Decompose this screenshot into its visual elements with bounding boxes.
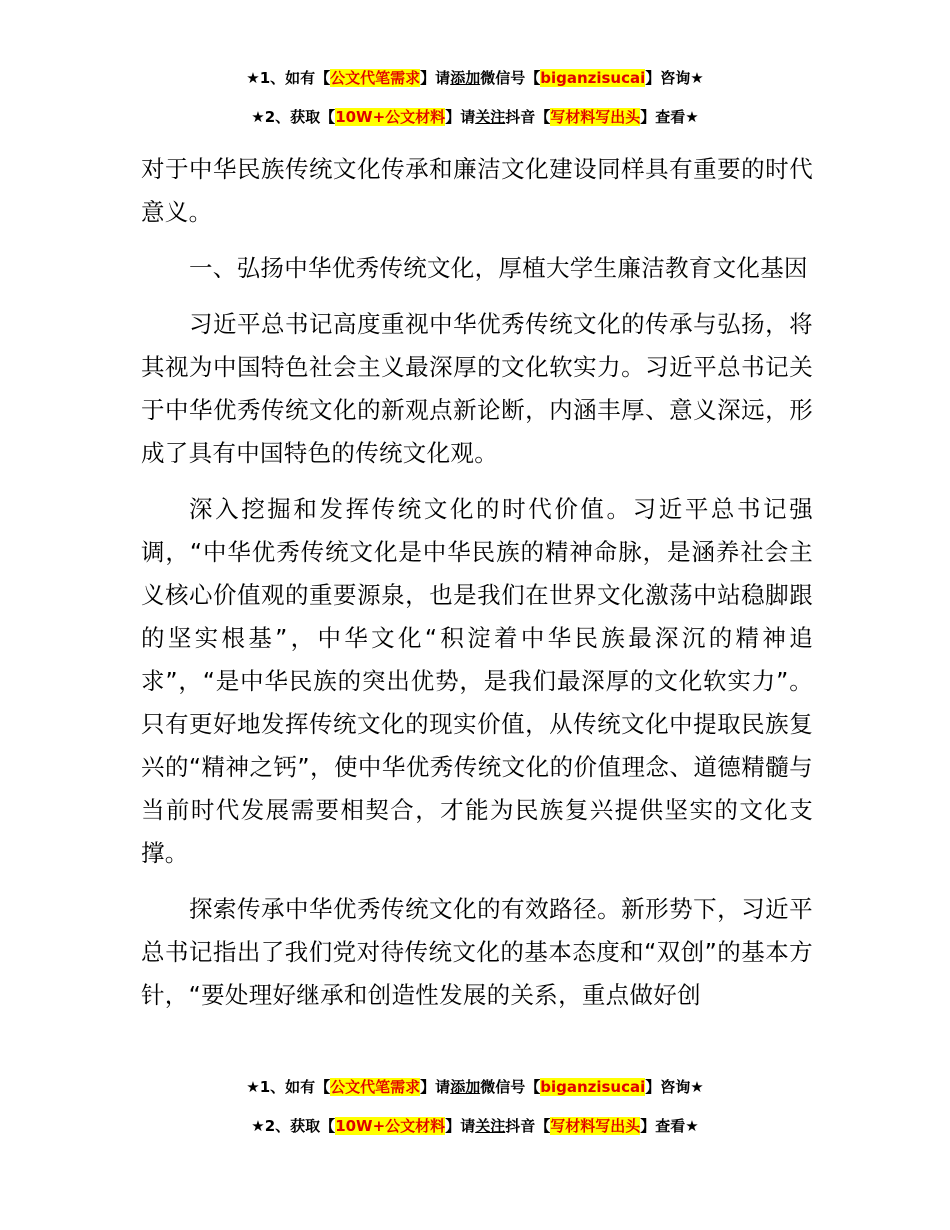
highlight-douyin-account: 写材料写出头 <box>550 1117 641 1135</box>
highlight-materials: 10W+公文材料 <box>335 1117 446 1135</box>
paragraph-continuation: 对于中华民族传统文化传承和廉洁文化建设同样具有重要的时代意义。 <box>141 155 813 226</box>
banner-text: 】请 <box>420 69 451 87</box>
paragraph: 深入挖掘和发挥传统文化的时代价值。习近平总书记强调，“中华优秀传统文化是中华民族的精神命脉，是涵养社会主义核心价值观的重要源泉，也是我们在世界文化激荡中站稳脚跟的坚实根基”，中华文化“积淀着中华民族最深沉的精神追求”，“是中华民族的突出优势，是我们最深厚的文化软实力”。只有更好地发挥传统文化的现实价值，从传统文化中提取民族复兴的“精神之钙”，使中华优秀传统文化的价值理念、道德精髓与当前时代发展需要相契合，才能为民族复兴提供坚实的文化支撑。 <box>141 495 813 867</box>
banner-text: ★1、如有【 <box>246 1078 331 1096</box>
banner-text: 】查看★ <box>640 1117 699 1135</box>
banner-text: ★2、获取【 <box>251 108 336 126</box>
underlined-add: 添加 <box>450 69 481 87</box>
highlight-materials: 10W+公文材料 <box>335 108 446 126</box>
banner-text: 】查看★ <box>640 108 699 126</box>
banner-text: 微信号【 <box>480 1078 541 1096</box>
banner-text: 】咨询★ <box>645 1078 704 1096</box>
banner-text: 微信号【 <box>480 69 541 87</box>
document-body <box>141 148 813 1030</box>
footer-banner-line-2 <box>0 1116 950 1136</box>
banner-text: ★2、获取【 <box>251 1117 336 1135</box>
underlined-follow: 关注 <box>475 1117 506 1135</box>
section-heading: 一、弘扬中华优秀传统文化，厚植大学生廉洁教育文化基因 <box>189 254 808 282</box>
header-banner-line-1 <box>0 68 950 88</box>
highlight-wechat-id: biganzisucai <box>540 69 646 87</box>
highlight-ghostwriting: 公文代笔需求 <box>330 1078 421 1096</box>
banner-text: 抖音【 <box>505 1117 551 1135</box>
header-banner-line-2 <box>0 107 950 127</box>
banner-text: ★1、如有【 <box>246 69 331 87</box>
highlight-wechat-id: biganzisucai <box>540 1078 646 1096</box>
highlight-douyin-account: 写材料写出头 <box>550 108 641 126</box>
underlined-add: 添加 <box>450 1078 481 1096</box>
banner-text: 抖音【 <box>505 108 551 126</box>
underlined-follow: 关注 <box>475 108 506 126</box>
footer-banner-line-1 <box>0 1077 950 1097</box>
banner-text: 】请 <box>420 1078 451 1096</box>
banner-text: 】咨询★ <box>645 69 704 87</box>
banner-text: 】请 <box>445 108 476 126</box>
paragraph: 探索传承中华优秀传统文化的有效路径。新形势下，习近平总书记指出了我们党对待传统文化的基本态度和“双创”的基本方针，“要处理好继承和创造性发展的关系，重点做好创 <box>141 895 813 1009</box>
banner-text: 】请 <box>445 1117 476 1135</box>
paragraph: 习近平总书记高度重视中华优秀传统文化的传承与弘扬，将其视为中国特色社会主义最深厚的文化软实力。习近平总书记关于中华优秀传统文化的新观点新论断，内涵丰厚、意义深远，形成了具有中国特色的传统文化观。 <box>141 310 813 467</box>
highlight-ghostwriting: 公文代笔需求 <box>330 69 421 87</box>
